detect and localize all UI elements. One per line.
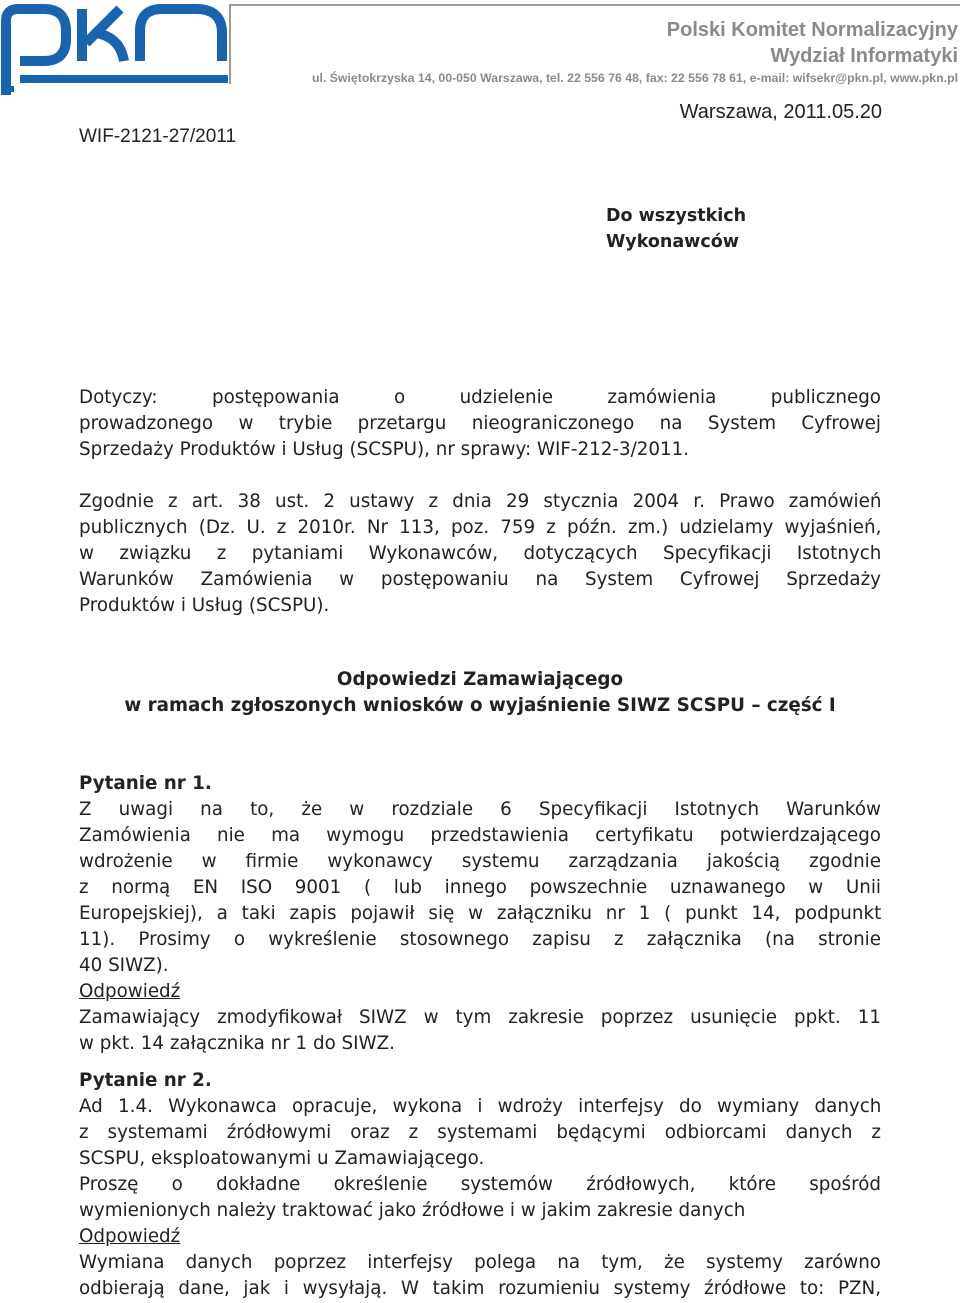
- question-line: Zamówienia nie ma wymogu przedstawienia certyfikatu potwierdzającego: [79, 825, 881, 846]
- subject-line: Dotyczy: postępowania o udzielenie zamówienia publicznego: [79, 387, 881, 408]
- question-heading: Pytanie nr 2.: [79, 1070, 212, 1091]
- pkn-logo: [0, 3, 230, 95]
- section-title-line-2: w ramach zgłoszonych wniosków o wyjaśnienie SIWZ SCSPU – część I: [124, 695, 836, 716]
- question-line: Proszę o dokładne określenie systemów źródłowych, które spośród: [79, 1174, 881, 1195]
- answer-line: Zamawiający zmodyfikował SIWZ w tym zakresie poprzez usunięcie ppkt. 11: [79, 1007, 881, 1028]
- question-heading: Pytanie nr 1.: [79, 773, 212, 794]
- question-line: SCSPU, eksploatowanymi u Zamawiającego.: [79, 1148, 485, 1169]
- answer-line: w pkt. 14 załącznika nr 1 do SIWZ.: [79, 1033, 395, 1054]
- question-line: 40 SIWZ).: [79, 955, 169, 976]
- question-line: wymienionych należy traktować jako źródłowe i w jakim zakresie danych: [79, 1200, 746, 1221]
- question-line: z systemami źródłowymi oraz z systemami będącymi odbiorcami danych z: [79, 1122, 881, 1143]
- intro-line: Produktów i Usług (SCSPU).: [79, 595, 330, 616]
- organization-address: ul. Świętokrzyska 14, 00-050 Warszawa, tel. 22 556 76 48, fax: 22 556 78 61, e-mail: wifsekr@pkn.pl, www.pkn.pl: [311, 71, 958, 85]
- question-2: [79, 1068, 881, 1302]
- subject-line: Sprzedaży Produktów i Usług (SCSPU), nr sprawy: WIF-212-3/2011.: [79, 439, 690, 460]
- reference-number: WIF-2121-27/2011: [79, 126, 237, 147]
- answer-line: odbierają dane, jak i wysyłają. W takim rozumieniu systemy źródłowe to: PZN,: [79, 1278, 881, 1299]
- question-1: [79, 771, 881, 1057]
- question-line: 11). Prosimy o wykreślenie stosownego zapisu z załącznika (na stronie: [79, 929, 881, 950]
- intro-line: Warunków Zamówienia w postępowaniu na System Cyfrowej Sprzedaży: [79, 569, 881, 590]
- answer-line: Wymiana danych poprzez interfejsy polega na tym, że systemy zarówno: [79, 1252, 881, 1273]
- question-line: z normą EN ISO 9001 ( lub innego powszechnie uznawanego w Unii: [79, 877, 881, 898]
- recipient-line-1: Do wszystkich: [606, 206, 747, 226]
- section-title-line-1: Odpowiedzi Zamawiającego: [336, 669, 624, 690]
- subject-paragraph: [79, 385, 881, 463]
- answer-label: Odpowiedź: [79, 981, 181, 1002]
- document-date: Warszawa, 2011.05.20: [679, 101, 882, 123]
- recipient-line-2: Wykonawców: [606, 232, 739, 252]
- subject-line: prowadzonego w trybie przetargu nieograniczonego na System Cyfrowej: [79, 413, 881, 434]
- organization-department: Wydział Informatyki: [770, 45, 958, 67]
- intro-line: publicznych (Dz. U. z 2010r. Nr 113, poz. 759 z późn. zm.) udzielamy wyjaśnień,: [79, 517, 882, 538]
- question-line: Ad 1.4. Wykonawca opracuje, wykona i wdroży interfejsy do wymiany danych: [79, 1096, 882, 1117]
- question-line: Z uwagi na to, że w rozdziale 6 Specyfikacji Istotnych Warunków: [79, 799, 882, 820]
- answer-label: Odpowiedź: [79, 1226, 181, 1247]
- question-line: Europejskiej), a taki zapis pojawił się w załączniku nr 1 ( punkt 14, podpunkt: [79, 903, 882, 924]
- intro-line: Zgodnie z art. 38 ust. 2 ustawy z dnia 29 stycznia 2004 r. Prawo zamówień: [79, 491, 882, 512]
- letterhead-frame: [229, 4, 960, 84]
- recipient: [606, 203, 746, 255]
- organization-name: Polski Komitet Normalizacyjny: [666, 19, 958, 41]
- intro-line: w związku z pytaniami Wykonawców, dotyczących Specyfikacji Istotnych: [79, 543, 882, 564]
- intro-paragraph: [79, 489, 881, 619]
- question-line: wdrożenie w firmie wykonawcy systemu zarządzania jakością zgodnie: [79, 851, 881, 872]
